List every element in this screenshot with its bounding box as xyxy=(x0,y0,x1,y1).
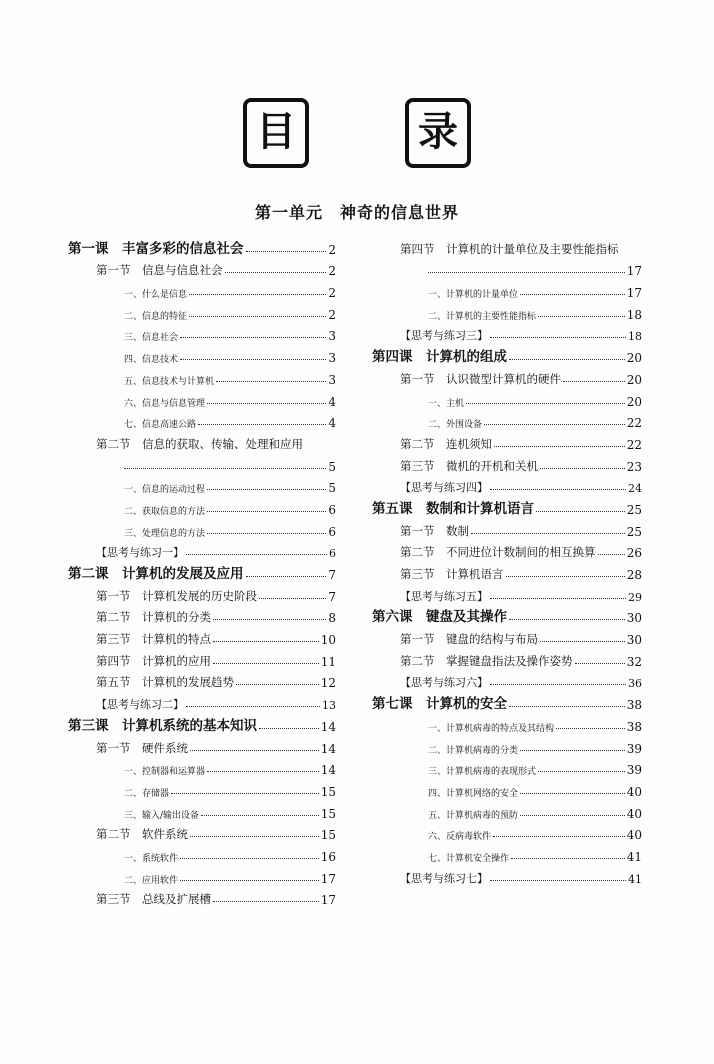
dot-leader xyxy=(201,815,319,816)
toc-left-column xyxy=(68,235,336,907)
toc-entry-title: 三、输入/输出设备 xyxy=(124,810,200,821)
toc-entry-title: 第二节 软件系统 xyxy=(96,827,188,842)
dot-leader xyxy=(180,858,319,859)
toc-entry xyxy=(372,474,642,496)
toc-entry-page: 14 xyxy=(320,763,336,778)
toc-entry-title: 第七课 计算机的安全 xyxy=(372,696,507,713)
toc-entry-title: 第一节 认识微型计算机的硬件 xyxy=(400,371,561,386)
dot-leader xyxy=(428,272,625,273)
dot-leader xyxy=(575,663,625,664)
dot-leader xyxy=(207,533,326,534)
toc-entry-title: 一、什么是信息 xyxy=(124,290,188,301)
toc-entry-page: 7 xyxy=(328,568,336,582)
toc-right-column xyxy=(372,235,642,886)
dot-leader xyxy=(259,598,326,599)
toc-entry-title: 二、外围设备 xyxy=(428,420,483,431)
toc-entry xyxy=(68,430,336,452)
toc-entry-title: 第一节 计算机发展的历史阶段 xyxy=(96,588,257,603)
toc-entry-page: 24 xyxy=(628,482,642,496)
toc-entry-page: 20 xyxy=(626,351,642,366)
toc-entry-title: 一、计算机病毒的特点及其结构 xyxy=(428,723,555,734)
dot-leader xyxy=(509,706,625,707)
toc-entry-title: 二、存储器 xyxy=(124,788,170,799)
toc-entry-page: 28 xyxy=(626,568,642,582)
dot-leader xyxy=(490,489,626,490)
toc-entry xyxy=(372,821,642,843)
dot-leader xyxy=(538,316,625,317)
toc-entry-title: 第三课 计算机系统的基本知识 xyxy=(68,717,257,734)
dot-leader xyxy=(225,272,327,273)
toc-entry-title: 三、计算机病毒的表现形式 xyxy=(428,767,537,778)
toc-entry xyxy=(68,799,336,821)
toc-entry-title: 第二节 掌握键盘指法及操作姿势 xyxy=(400,653,573,668)
dot-leader xyxy=(490,880,626,881)
toc-entry xyxy=(372,560,642,582)
toc-entry xyxy=(68,604,336,626)
toc-entry xyxy=(372,864,642,886)
toc-entry xyxy=(68,300,336,322)
dot-leader xyxy=(490,684,626,685)
dot-leader xyxy=(213,663,319,664)
toc-entry xyxy=(372,517,642,539)
title-char-2: 录 xyxy=(405,98,471,168)
toc-entry xyxy=(68,539,336,561)
dot-leader xyxy=(190,750,319,751)
toc-entry-page: 22 xyxy=(626,416,642,431)
dot-leader xyxy=(189,316,326,317)
dot-leader xyxy=(198,424,326,425)
dot-leader xyxy=(540,468,625,469)
dot-leader xyxy=(213,641,319,642)
toc-entry xyxy=(68,886,336,908)
toc-entry xyxy=(68,734,336,756)
toc-entry xyxy=(372,669,642,691)
toc-entry-title: 一、主机 xyxy=(428,398,465,409)
toc-entry-title: 第三节 微机的开机和关机 xyxy=(400,458,538,473)
toc-entry-title: 第二节 计算机的分类 xyxy=(96,610,211,625)
toc-entry-title: 一、控制器和运算器 xyxy=(124,767,206,778)
toc-entry-page: 22 xyxy=(626,437,642,452)
toc-entry-page: 41 xyxy=(628,872,642,886)
dot-leader xyxy=(493,836,625,837)
toc-entry-page: 2 xyxy=(328,242,336,257)
toc-entry-page: 15 xyxy=(320,806,336,821)
toc-entry-title: 六、信息与信息管理 xyxy=(124,398,206,409)
toc-entry-title: 六、反病毒软件 xyxy=(428,832,492,843)
toc-entry xyxy=(68,821,336,843)
toc-entry-page: 2 xyxy=(328,307,336,322)
toc-entry xyxy=(372,799,642,821)
toc-entry-title: 【思考与练习五】 xyxy=(400,589,488,603)
dot-leader xyxy=(490,337,626,338)
toc-entry-page: 40 xyxy=(626,806,642,821)
toc-entry xyxy=(372,430,642,452)
toc-entry-page: 32 xyxy=(626,654,642,669)
toc-entry xyxy=(372,278,642,300)
toc-entry-page: 15 xyxy=(320,828,336,843)
dot-leader xyxy=(180,359,326,360)
toc-entry-page: 5 xyxy=(328,481,336,496)
unit-heading: 第一单元 神奇的信息世界 xyxy=(254,203,459,222)
toc-entry-page: 10 xyxy=(320,633,336,648)
dot-leader xyxy=(213,619,326,620)
toc-entry-page: 17 xyxy=(626,286,642,301)
dot-leader xyxy=(190,836,319,837)
toc-entry xyxy=(68,343,336,365)
toc-entry xyxy=(68,517,336,539)
dot-leader xyxy=(506,576,625,577)
toc-entry-title: 第一节 硬件系统 xyxy=(96,740,188,755)
dot-leader xyxy=(236,684,319,685)
toc-entry xyxy=(372,495,642,517)
toc-entry-title: 第六课 键盘及其操作 xyxy=(372,609,507,626)
dot-leader xyxy=(536,511,625,512)
dot-leader xyxy=(494,446,625,447)
toc-entry-title: 第三节 计算机的特点 xyxy=(96,632,211,647)
dot-leader xyxy=(509,619,625,620)
dot-leader xyxy=(189,294,326,295)
toc-entry-page: 12 xyxy=(320,676,336,691)
toc-entry xyxy=(68,842,336,864)
toc-entry-title: 七、信息高速公路 xyxy=(124,420,197,431)
dot-leader xyxy=(598,554,625,555)
toc-entry-title: 第三节 总线及扩展槽 xyxy=(96,892,211,907)
toc-entry-title: 二、计算机病毒的分类 xyxy=(428,745,519,756)
toc-entry-page: 16 xyxy=(320,849,336,864)
dot-leader xyxy=(520,793,625,794)
toc-entry-title: 三、信息社会 xyxy=(124,333,179,344)
toc-entry-page: 20 xyxy=(626,394,642,409)
toc-entry xyxy=(372,842,642,864)
toc-entry-page: 2 xyxy=(328,264,336,279)
toc-entry-page: 40 xyxy=(626,784,642,799)
toc-entry xyxy=(68,495,336,517)
toc-entry-title: 【思考与练习三】 xyxy=(400,329,488,343)
toc-entry xyxy=(68,777,336,799)
toc-entry-title: 第二节 信息的获取、传输、处理和应用 xyxy=(96,436,303,451)
toc-entry-page: 17 xyxy=(320,893,336,908)
toc-entry xyxy=(372,365,642,387)
toc-entry-page: 7 xyxy=(328,589,336,604)
toc-entry-page: 11 xyxy=(320,654,336,669)
toc-entry-title: 【思考与练习六】 xyxy=(400,676,488,690)
dot-leader xyxy=(180,880,319,881)
dot-leader xyxy=(180,337,326,338)
toc-entry-page: 38 xyxy=(626,719,642,734)
toc-entry xyxy=(68,669,336,691)
dot-leader xyxy=(186,554,327,555)
dot-leader xyxy=(540,641,625,642)
toc-entry-page: 15 xyxy=(320,784,336,799)
dot-leader xyxy=(246,576,327,577)
toc-entry xyxy=(372,777,642,799)
toc-entry xyxy=(372,235,642,257)
toc-entry-title: 【思考与练习四】 xyxy=(400,481,488,495)
toc-entry-page: 29 xyxy=(628,590,642,604)
toc-entry xyxy=(68,690,336,712)
toc-entry-page: 2 xyxy=(328,286,336,301)
toc-entry-page: 4 xyxy=(328,416,336,431)
dot-leader xyxy=(520,750,625,751)
toc-entry xyxy=(68,387,336,409)
toc-entry-page: 39 xyxy=(626,741,642,756)
toc-entry-title: 五、计算机病毒的预防 xyxy=(428,810,519,821)
toc-entry xyxy=(68,474,336,496)
toc-entry xyxy=(68,582,336,604)
toc-entry-title: 二、应用软件 xyxy=(124,875,179,886)
toc-entry-page: 3 xyxy=(328,372,336,387)
toc-entry-title: 四、计算机网络的安全 xyxy=(428,788,519,799)
toc-entry-page: 36 xyxy=(628,677,642,691)
toc-entry-title: 二、计算机的主要性能指标 xyxy=(428,311,537,322)
dot-leader xyxy=(216,381,326,382)
toc-entry-page: 3 xyxy=(328,351,336,366)
toc-entry xyxy=(372,647,642,669)
dot-leader xyxy=(246,251,327,252)
toc-entry-title: 四、信息技术 xyxy=(124,355,179,366)
toc-entry-page: 14 xyxy=(320,741,336,756)
dot-leader xyxy=(556,728,625,729)
dot-leader xyxy=(511,858,625,859)
toc-entry xyxy=(68,647,336,669)
dot-leader xyxy=(490,598,626,599)
toc-entry-title: 【思考与练习二】 xyxy=(96,698,184,712)
dot-leader xyxy=(213,901,319,902)
toc-entry-title: 第一节 数制 xyxy=(400,523,469,538)
toc-entry xyxy=(372,625,642,647)
dot-leader xyxy=(563,381,625,382)
dot-leader xyxy=(509,359,625,360)
toc-entry-page: 25 xyxy=(626,524,642,539)
toc-entry xyxy=(372,300,642,322)
toc-entry-page: 38 xyxy=(626,698,642,713)
toc-entry xyxy=(372,734,642,756)
toc-entry-title: 第四节 计算机的计量单位及主要性能指标 xyxy=(400,241,619,256)
toc-entry-title: 五、信息技术与计算机 xyxy=(124,376,215,387)
dot-leader xyxy=(186,706,320,707)
dot-leader xyxy=(538,771,625,772)
dot-leader xyxy=(484,424,625,425)
toc-entry-title: 第五课 数制和计算机语言 xyxy=(372,500,534,517)
toc-entry-page: 5 xyxy=(328,459,336,474)
toc-entry-page: 18 xyxy=(626,307,642,322)
toc-entry xyxy=(68,625,336,647)
toc-entry-title: 第五节 计算机的发展趋势 xyxy=(96,675,234,690)
toc-entry-title: 二、信息的特征 xyxy=(124,311,188,322)
toc-entry-title: 第四节 计算机的应用 xyxy=(96,653,211,668)
toc-entry-title: 二、获取信息的方法 xyxy=(124,506,206,517)
toc-entry xyxy=(68,257,336,279)
toc-entry xyxy=(68,452,336,474)
toc-entry-page: 25 xyxy=(626,502,642,517)
toc-entry-title: 【思考与练习一】 xyxy=(96,546,184,560)
toc-entry-page: 18 xyxy=(628,330,642,344)
toc-entry-page: 23 xyxy=(626,459,642,474)
toc-entry xyxy=(68,560,336,582)
toc-entry xyxy=(372,582,642,604)
dot-leader xyxy=(520,294,625,295)
toc-entry xyxy=(372,452,642,474)
toc-entry-page: 3 xyxy=(328,329,336,344)
dot-leader xyxy=(471,533,625,534)
toc-entry-page: 13 xyxy=(322,699,336,713)
toc-entry-page: 8 xyxy=(328,611,336,626)
toc-entry xyxy=(372,604,642,626)
dot-leader xyxy=(466,403,625,404)
toc-entry-page: 4 xyxy=(328,394,336,409)
toc-entry-page: 20 xyxy=(626,372,642,387)
dot-leader xyxy=(259,728,319,729)
page-title xyxy=(0,98,714,168)
toc-entry-title: 一、计算机的计量单位 xyxy=(428,290,519,301)
toc-entry xyxy=(68,365,336,387)
toc-entry-title: 一、信息的运动过程 xyxy=(124,485,206,496)
toc-entry xyxy=(372,322,642,344)
toc-entry-page: 41 xyxy=(626,849,642,864)
toc-entry-title: 第一节 键盘的结构与布局 xyxy=(400,632,538,647)
toc-entry xyxy=(372,690,642,712)
toc-entry-page: 26 xyxy=(626,546,642,561)
toc-entry xyxy=(68,756,336,778)
toc-entry-page: 17 xyxy=(626,264,642,279)
toc-entry-title: 一、系统软件 xyxy=(124,853,179,864)
dot-leader xyxy=(124,468,326,469)
title-char-1: 目 xyxy=(243,98,309,168)
dot-leader xyxy=(207,771,319,772)
toc-entry-title: 第二节 不同进位计数制间的相互换算 xyxy=(400,545,596,560)
toc-entry xyxy=(68,278,336,300)
toc-entry-page: 14 xyxy=(320,719,336,734)
toc-entry xyxy=(68,864,336,886)
dot-leader xyxy=(171,793,319,794)
toc-entry xyxy=(68,322,336,344)
toc-entry-page: 6 xyxy=(328,524,336,539)
toc-entry xyxy=(68,712,336,734)
toc-entry xyxy=(372,712,642,734)
toc-entry-page: 40 xyxy=(626,828,642,843)
toc-entry xyxy=(372,343,642,365)
toc-entry-title: 【思考与练习七】 xyxy=(400,871,488,885)
toc-entry-title: 第一课 丰富多彩的信息社会 xyxy=(68,240,244,257)
toc-entry xyxy=(372,756,642,778)
toc-entry-page: 6 xyxy=(328,502,336,517)
toc-entry xyxy=(372,257,642,279)
toc-entry-page: 17 xyxy=(320,871,336,886)
toc-entry-title: 三、处理信息的方法 xyxy=(124,528,206,539)
toc-entry xyxy=(372,387,642,409)
toc-entry xyxy=(372,409,642,431)
toc-entry-title: 第三节 计算机语言 xyxy=(400,567,504,581)
dot-leader xyxy=(207,489,326,490)
toc-entry-title: 第一节 信息与信息社会 xyxy=(96,263,223,278)
dot-leader xyxy=(520,815,625,816)
dot-leader xyxy=(207,403,326,404)
toc-entry-title: 七、计算机安全操作 xyxy=(428,853,510,864)
toc-entry xyxy=(68,409,336,431)
toc-entry-page: 30 xyxy=(626,633,642,648)
toc-entry xyxy=(372,539,642,561)
toc-entry-title: 第二节 连机须知 xyxy=(400,436,492,451)
toc-entry-page: 30 xyxy=(626,611,642,626)
toc-entry-page: 39 xyxy=(626,763,642,778)
toc-entry-title: 第四课 计算机的组成 xyxy=(372,349,507,366)
toc-entry-page: 6 xyxy=(329,547,336,561)
dot-leader xyxy=(207,511,326,512)
toc-entry-title: 第二课 计算机的发展及应用 xyxy=(68,566,244,582)
toc-entry xyxy=(68,235,336,257)
